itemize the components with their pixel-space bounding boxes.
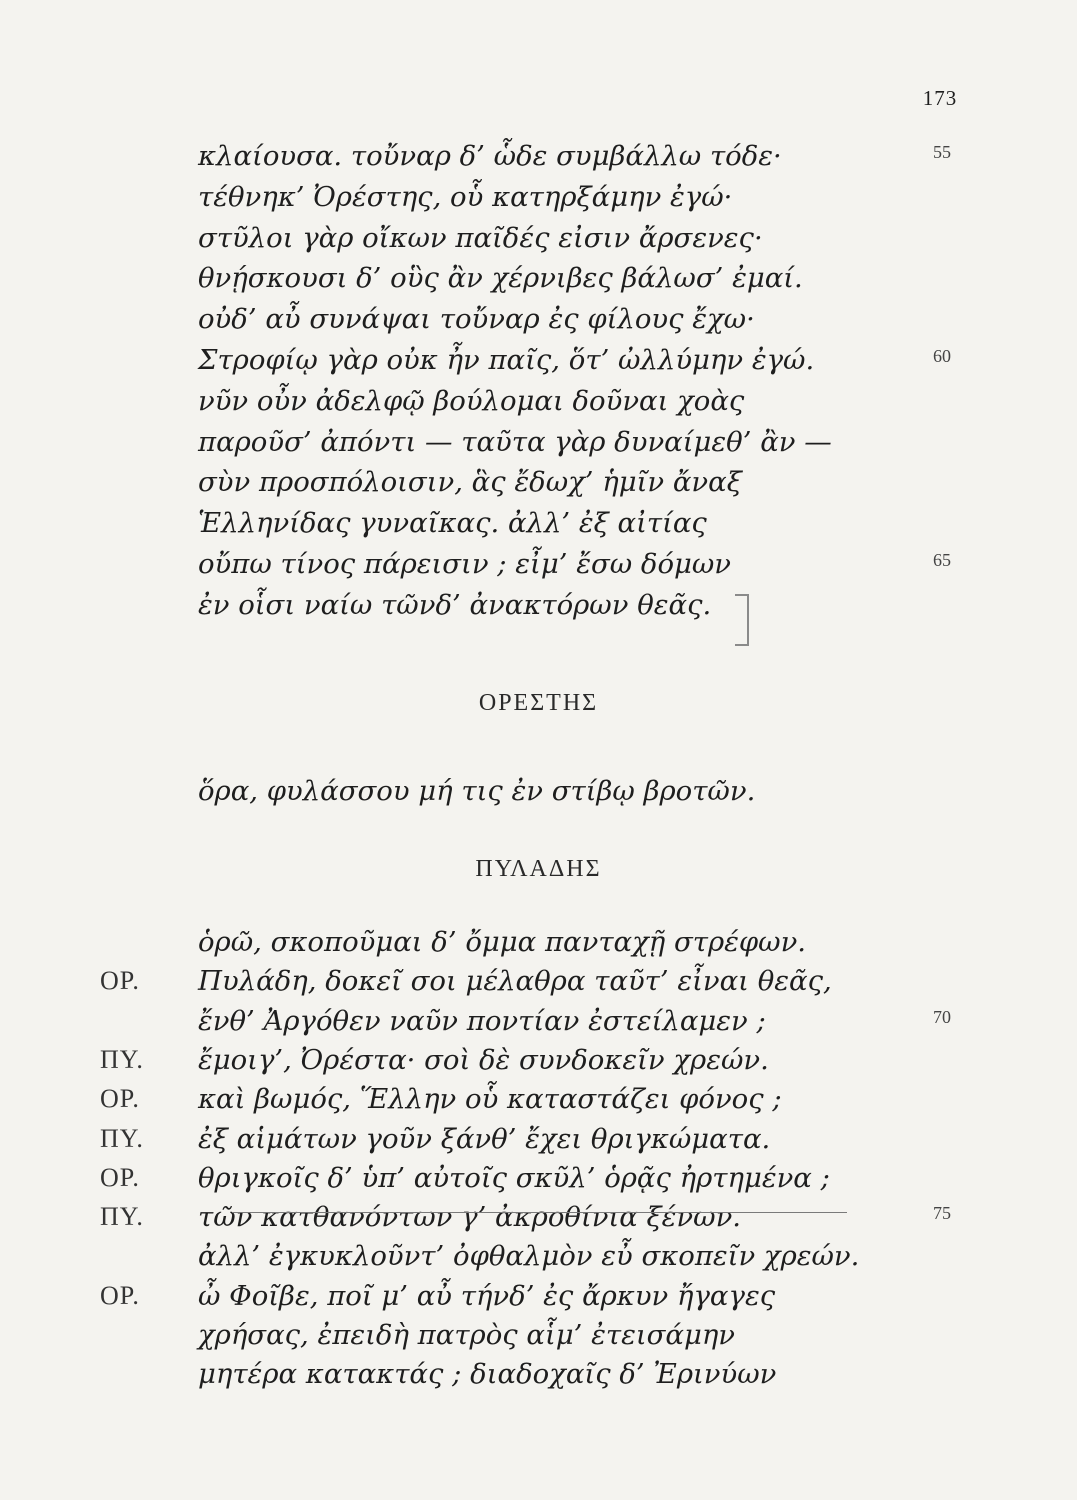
- verse-line: [0, 1040, 1077, 1084]
- speaker-abbreviation: ΟΡ.: [100, 1084, 140, 1114]
- verse-text: ἔμοιγ’, Ὀρέστα· σοὶ δὲ συνδοκεῖν χρεών.: [198, 1043, 769, 1076]
- verse-text: ὅρα, φυλάσσου μή τις ἐν στίβῳ βροτῶν.: [198, 775, 756, 807]
- verse-text: νῦν οὖν ἀδελφῷ βούλομαι δοῦναι χοὰς: [198, 384, 745, 417]
- verse-text: Πυλάδη, δοκεῖ σοι μέλαθρα ταῦτ’ εἶναι θεᾶς,: [198, 965, 832, 998]
- verse-line: [0, 771, 1077, 815]
- verse-line: [0, 1001, 1077, 1045]
- verse-line: [0, 1276, 1077, 1320]
- verse-line: [0, 1158, 1077, 1202]
- line-number: 75: [933, 1203, 951, 1224]
- verse-text: ἔνθ’ Ἀργόθεν ναῦν ποντίαν ἐστείλαμεν ;: [198, 1004, 766, 1037]
- verse-text: Στροφίῳ γὰρ οὐκ ἦν παῖς, ὅτ’ ὠλλύμην ἐγώ.: [198, 344, 815, 376]
- verse-text: παροῦσ’ ἀπόντι — ταῦτα γὰρ δυναίμεθ’ ἂν —: [198, 425, 832, 458]
- verse-line: [0, 136, 1077, 180]
- verse-text: ἐξ αἱμάτων γοῦν ξάνθ’ ἔχει θριγκώματα.: [198, 1122, 771, 1155]
- verse-line: [0, 258, 1077, 302]
- line-number: 70: [933, 1006, 951, 1027]
- verse-text: κλαίουσα. τοὔναρ δ’ ὧδε συμβάλλω τόδε·: [198, 140, 782, 172]
- speaker-abbreviation: ΟΡ.: [100, 1280, 140, 1310]
- speaker-abbreviation: ΟΡ.: [100, 966, 140, 996]
- verse-text: μητέρα κατακτάς ; διαδοχαῖς δ’ Ἐρινύων: [198, 1358, 777, 1391]
- verse-text: ἐν οἷσι ναίω τῶνδ’ ἀνακτόρων θεᾶς.: [198, 588, 712, 621]
- verse-text: τέθνηκ’ Ὀρέστης, οὗ κατηρξάμην ἐγώ·: [198, 180, 733, 213]
- verse-text: σὺν προσπόλοισιν, ἃς ἔδωχ’ ἡμῖν ἄναξ: [198, 466, 742, 499]
- verse-text: ὁρῶ, σκοποῦμαι δ’ ὄμμα πανταχῇ στρέφων.: [198, 926, 807, 958]
- line-number: 65: [933, 550, 951, 570]
- speaker-abbreviation: ΠΥ.: [100, 1044, 144, 1074]
- speaker-abbreviation: ΠΥ.: [100, 1123, 144, 1153]
- verse-text: ὦ Φοῖβε, ποῖ μ’ αὖ τήνδ’ ἐς ἄρκυν ἤγαγες: [198, 1279, 776, 1312]
- speaker-abbreviation: ΟΡ.: [100, 1162, 140, 1192]
- pencil-underline-mark: [232, 1212, 847, 1213]
- verse-line: [0, 422, 1077, 466]
- speaker-abbreviation: ΠΥ.: [100, 1202, 144, 1232]
- verse-line: [0, 299, 1077, 343]
- verse-text: στῦλοι γὰρ οἴκων παῖδές εἰσιν ἄρσενες·: [198, 221, 763, 254]
- verse-line: [0, 177, 1077, 221]
- verse-line: [0, 1236, 1077, 1280]
- verse-text: καὶ βωμός, Ἕλλην οὗ καταστάζει φόνος ;: [198, 1083, 782, 1116]
- verse-text: οὐδ’ αὖ συνάψαι τοὔναρ ἐς φίλους ἔχω·: [198, 303, 755, 336]
- verse-text: Ἑλληνίδας γυναῖκας. ἀλλ’ ἐξ αἰτίας: [198, 507, 707, 540]
- line-number: 55: [933, 142, 951, 162]
- verse-text: θνῄσκουσι δ’ οὓς ἂν χέρνιβες βάλωσ’ ἐμαί.: [198, 262, 803, 295]
- verse-text: τῶν κατθανόντων γ’ ἀκροθίνια ξένων.: [198, 1201, 742, 1234]
- line-number: 60: [933, 346, 951, 366]
- verse-line: [0, 1354, 1077, 1398]
- verse-text: οὔπω τίνος πάρεισιν ; εἶμ’ ἔσω δόμων: [198, 548, 732, 580]
- verse-line: [0, 961, 1077, 1005]
- speaker-heading-orestes: ΟΡΕΣΤΗΣ: [478, 690, 599, 716]
- verse-line: [0, 381, 1077, 425]
- verse-line: [0, 1197, 1077, 1241]
- verse-line: [0, 922, 1077, 966]
- verse-line: [0, 1079, 1077, 1123]
- verse-line: [0, 544, 1077, 588]
- verse-line: [0, 585, 1077, 629]
- page-number: 173: [922, 86, 958, 110]
- closing-bracket-mark: [735, 594, 749, 646]
- verse-text: ἀλλ’ ἐγκυκλοῦντ’ ὀφθαλμὸν εὖ σκοπεῖν χρεών.: [198, 1240, 860, 1273]
- verse-line: [0, 340, 1077, 384]
- verse-line: [0, 1119, 1077, 1163]
- verse-line: [0, 1315, 1077, 1359]
- verse-line: [0, 462, 1077, 506]
- verse-text: χρήσας, ἐπειδὴ πατρὸς αἷμ’ ἐτεισάμην: [198, 1319, 736, 1351]
- verse-line: [0, 503, 1077, 547]
- verse-text: θριγκοῖς δ’ ὑπ’ αὐτοῖς σκῦλ’ ὁρᾷς ἠρτημένα ;: [198, 1161, 830, 1194]
- verse-line: [0, 218, 1077, 262]
- speaker-heading-pylades: ΠΥΛΑΔΗΣ: [475, 856, 602, 882]
